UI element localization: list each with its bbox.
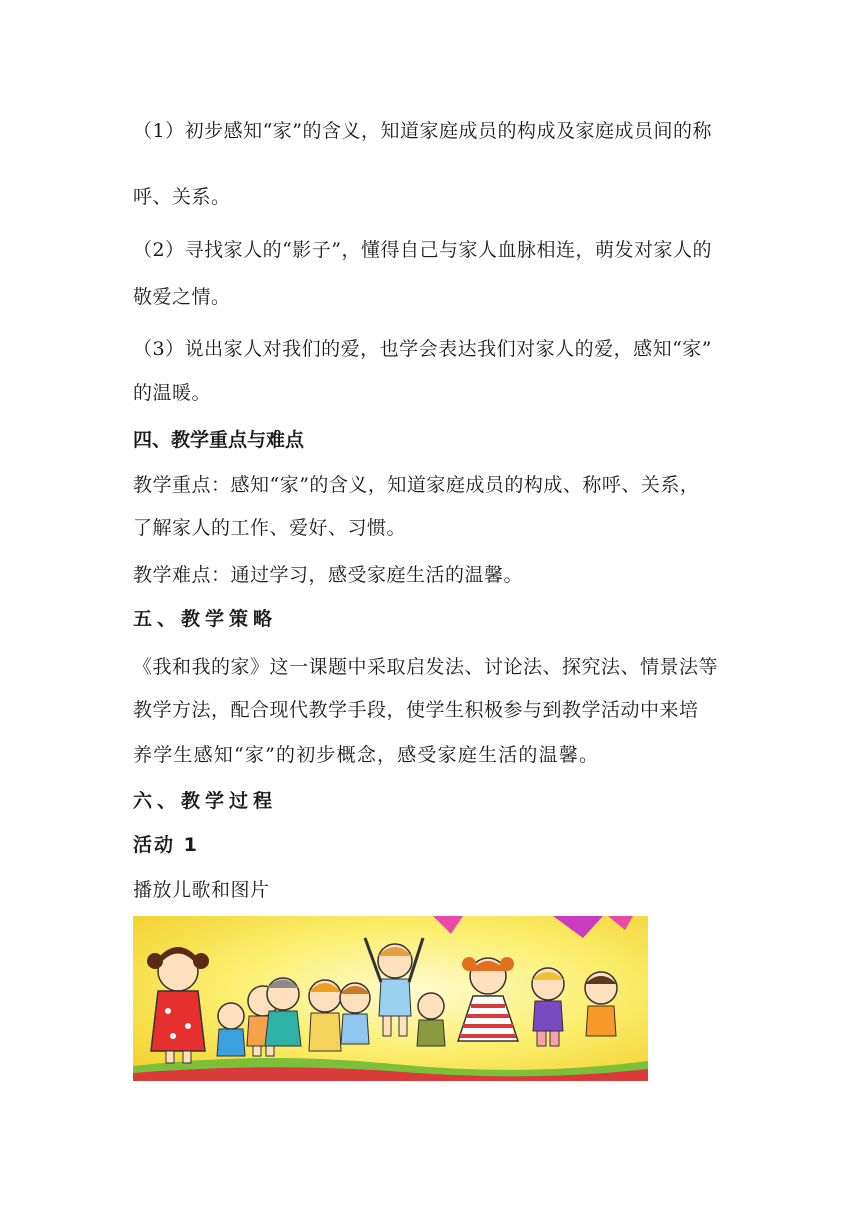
objective-3-line-2: 的温暖。 (133, 382, 212, 404)
objective-2-line-1: （2）寻找家人的“影子”，懂得自己与家人血脉相连，萌发对家人的 (133, 239, 713, 261)
strategy-line-2: 教学方法，配合现代教学手段，使学生积极参与到教学活动中来培 (133, 699, 699, 721)
section-5-heading: 五、教学策略 (133, 608, 278, 630)
difficulty-line: 教学难点：通过学习，感受家庭生活的温馨。 (133, 564, 524, 586)
objective-3-line-1: （3）说出家人对我们的爱，也学会表达我们对家人的爱，感知“家” (133, 338, 713, 360)
objective-1-line-2: 呼、关系。 (133, 186, 231, 208)
key-point-line-2: 了解家人的工作、爱好、习惯。 (133, 517, 407, 539)
strategy-line-1: 《我和我的家》这一课题中采取启发法、讨论法、探究法、情景法等 (133, 656, 719, 678)
section-6-heading: 六、教学过程 (133, 790, 278, 812)
activity-description: 播放儿歌和图片 (133, 879, 270, 901)
activity-heading: 活动 1 (133, 834, 199, 856)
section-4-heading: 四、教学重点与难点 (133, 429, 305, 451)
objective-1-line-1: （1）初步感知“家”的含义，知道家庭成员的构成及家庭成员间的称 (133, 120, 713, 142)
objective-2-line-2: 敬爱之情。 (133, 286, 231, 308)
strategy-line-3: 养学生感知“家”的初步概念，感受家庭生活的温馨。 (133, 744, 600, 766)
key-point-line-1: 教学重点：感知“家”的含义，知道家庭成员的构成、称呼、关系， (133, 474, 700, 496)
family-illustration (133, 916, 648, 1081)
